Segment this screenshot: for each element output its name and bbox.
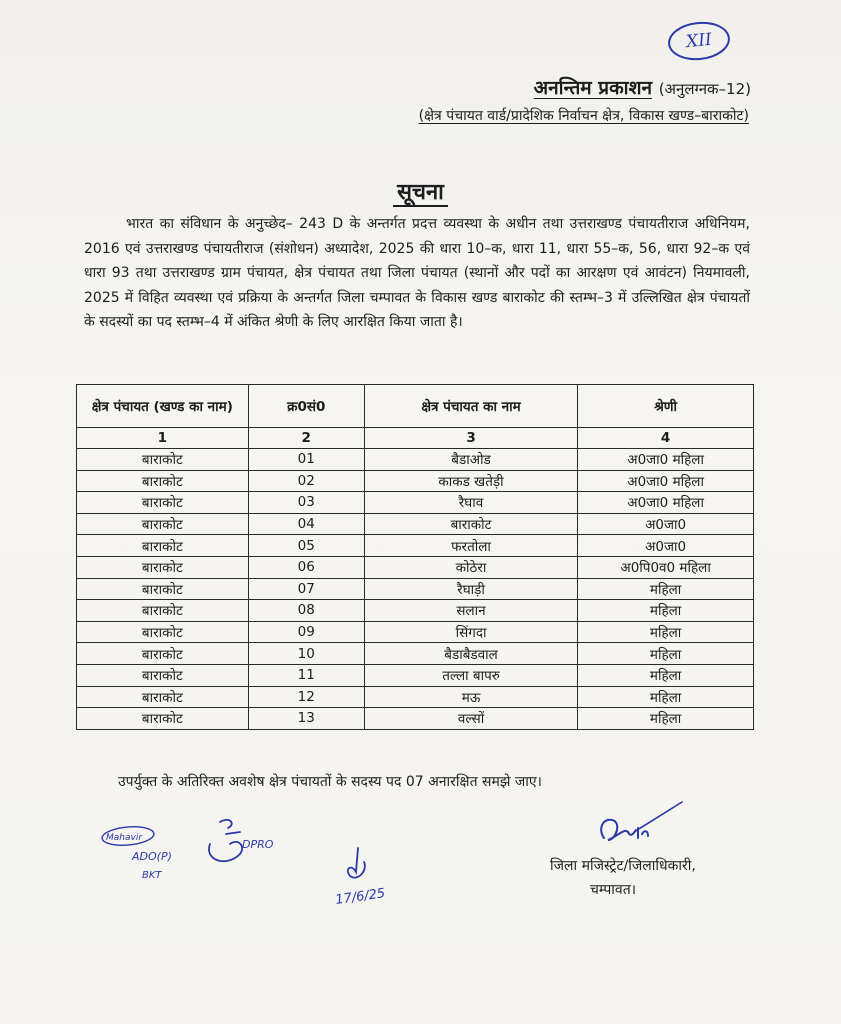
table-row — [77, 686, 754, 708]
category-cell: अ0जा0 महिला — [578, 492, 754, 514]
page-number-mark: XII — [666, 19, 732, 63]
block-name-cell: बाराकोट — [77, 449, 249, 471]
panchayat-name-cell: बैडाबैडवाल — [364, 643, 577, 665]
category-cell: महिला — [578, 600, 754, 622]
category-cell: महिला — [578, 664, 754, 686]
block-name-cell: बाराकोट — [77, 621, 249, 643]
signatory-title: जिला मजिस्ट्रेट/जिलाधिकारी, — [550, 858, 696, 874]
dpro-signature-icon — [200, 814, 300, 874]
category-cell: अ0जा0 — [578, 513, 754, 535]
signature-date-text: 17/6/25 — [334, 886, 387, 908]
block-name-cell: बाराकोट — [77, 556, 249, 578]
table-row — [77, 556, 754, 578]
table-row — [77, 708, 754, 730]
handwritten-initials-dpro — [200, 814, 300, 874]
signatory-place: चम्पावत। — [590, 882, 637, 898]
column-number: 1 — [77, 428, 249, 449]
panchayat-name-cell: तल्ला बापरु — [364, 664, 577, 686]
ado-name-text: Mahavir — [106, 833, 143, 843]
ado-signature-icon — [98, 822, 198, 884]
block-name-cell: बाराकोट — [77, 600, 249, 622]
block-name-cell: बाराकोट — [77, 578, 249, 600]
header-block: क्षेत्र पंचायत (खण्ड का नाम) — [77, 385, 249, 428]
panchayat-name-cell: मऊ — [364, 686, 577, 708]
block-name-cell: बाराकोट — [77, 664, 249, 686]
table-row — [77, 664, 754, 686]
block-name-cell: बाराकोट — [77, 470, 249, 492]
header-annex: (अनुलग्नक–12) — [658, 80, 751, 98]
panchayat-name-cell: बाराकोट — [364, 513, 577, 535]
column-number: 4 — [578, 428, 754, 449]
notice-paragraph: भारत का संविधान के अनुच्छेद– 243 D के अन्तर्गत प्रदत्त व्यवस्था के अधीन तथा उत्तराखण्ड पंचायतीराज अधिनियम, 2016 एवं उत्तराखण्ड पंचायतीराज (संशोधन) अध्यादेश, 2025 की धारा 10–क, धारा 11, धारा 55–क, 56, धारा 92–क एवं धारा 93 तथा उत्तराखण्ड ग्राम पंचायत, क्षेत्र पंचायत तथा जिला पंचायत (स्थानों और पदों का आरक्षण एवं आवंटन) नियमावली, 2025 में विहित व्यवस्था एवं प्रक्रिया के अन्तर्गत जिला चम्पावत के विकास खण्ड बाराकोट की स्तम्भ–3 में उल्लिखित क्षेत्र पंचायतों के सदस्यों का पद स्तम्भ–4 में अंकित श्रेणी के लिए आरक्षित किया जाता है। — [84, 216, 750, 330]
block-name-cell: बाराकोट — [77, 708, 249, 730]
block-name-cell: बाराकोट — [77, 492, 249, 514]
table-row — [77, 621, 754, 643]
serial-number-cell: 03 — [248, 492, 364, 514]
signatory-block — [550, 854, 696, 902]
serial-number-cell: 06 — [248, 556, 364, 578]
category-cell: अ0जा0 महिला — [578, 449, 754, 471]
column-number: 3 — [364, 428, 577, 449]
table-row — [77, 449, 754, 471]
header-subtitle: (क्षेत्र पंचायत वार्ड/प्रादेशिक निर्वाचन क्षेत्र, विकास खण्ड–बाराकोट) — [418, 108, 749, 124]
panchayat-name-cell: फरतोला — [364, 535, 577, 557]
category-cell: महिला — [578, 643, 754, 665]
serial-number-cell: 02 — [248, 470, 364, 492]
category-cell: अ0जा0 महिला — [578, 470, 754, 492]
panchayat-name-cell: काकड खतेड़ी — [364, 470, 577, 492]
panchayat-name-cell: रैघाड़ी — [364, 578, 577, 600]
block-name-cell: बाराकोट — [77, 513, 249, 535]
serial-number-cell: 05 — [248, 535, 364, 557]
category-cell: महिला — [578, 708, 754, 730]
dpro-label-text: DPRO — [242, 838, 274, 851]
header-title: अनन्तिम प्रकाशन — [533, 77, 653, 99]
panchayat-name-cell: सलान — [364, 600, 577, 622]
serial-number-cell: 09 — [248, 621, 364, 643]
block-name-cell: बाराकोट — [77, 643, 249, 665]
table-header-row — [77, 385, 754, 428]
block-name-cell: बाराकोट — [77, 686, 249, 708]
serial-number-cell: 10 — [248, 643, 364, 665]
handwritten-initials-ado — [98, 822, 198, 884]
serial-number-cell: 07 — [248, 578, 364, 600]
table-row — [77, 578, 754, 600]
ado-role-text: ADO(P) — [132, 850, 172, 863]
reservation-table — [76, 384, 754, 730]
header-panchayat-name: क्षेत्र पंचायत का नाम — [364, 385, 577, 428]
category-cell: अ0जा0 — [578, 535, 754, 557]
serial-number-cell: 08 — [248, 600, 364, 622]
panchayat-name-cell: बैडाओड — [364, 449, 577, 471]
table-row — [77, 513, 754, 535]
category-cell: महिला — [578, 621, 754, 643]
header-category: श्रेणी — [578, 385, 754, 428]
panchayat-name-cell: वल्सों — [364, 708, 577, 730]
table-body — [77, 449, 754, 730]
handwritten-initials-dated — [330, 842, 420, 926]
panchayat-name-cell: कोठेरा — [364, 556, 577, 578]
serial-number-cell: 13 — [248, 708, 364, 730]
table-row — [77, 535, 754, 557]
table-row — [77, 643, 754, 665]
block-name-cell: बाराकोट — [77, 535, 249, 557]
panchayat-name-cell: सिंगदा — [364, 621, 577, 643]
district-magistrate-signature — [594, 800, 684, 850]
serial-number-cell: 11 — [248, 664, 364, 686]
column-number: 2 — [248, 428, 364, 449]
category-cell: अ0पि0व0 महिला — [578, 556, 754, 578]
serial-number-cell: 04 — [248, 513, 364, 535]
table-row — [77, 600, 754, 622]
panchayat-name-cell: रैघाव — [364, 492, 577, 514]
footer-note: उपर्युक्त के अतिरिक्त अवशेष क्षेत्र पंचायतों के सदस्य पद 07 अनारक्षित समझे जाए। — [118, 774, 542, 790]
table-row — [77, 492, 754, 514]
serial-number-cell: 01 — [248, 449, 364, 471]
category-cell: महिला — [578, 578, 754, 600]
column-number-row — [77, 428, 754, 449]
ado-office-text: BKT — [142, 870, 162, 881]
serial-number-cell: 12 — [248, 686, 364, 708]
document-header — [534, 74, 751, 100]
header-serial: क्र0सं0 — [248, 385, 364, 428]
table-row — [77, 470, 754, 492]
notice-title: सूचना — [0, 176, 841, 206]
dated-signature-icon — [330, 842, 420, 926]
category-cell: महिला — [578, 686, 754, 708]
